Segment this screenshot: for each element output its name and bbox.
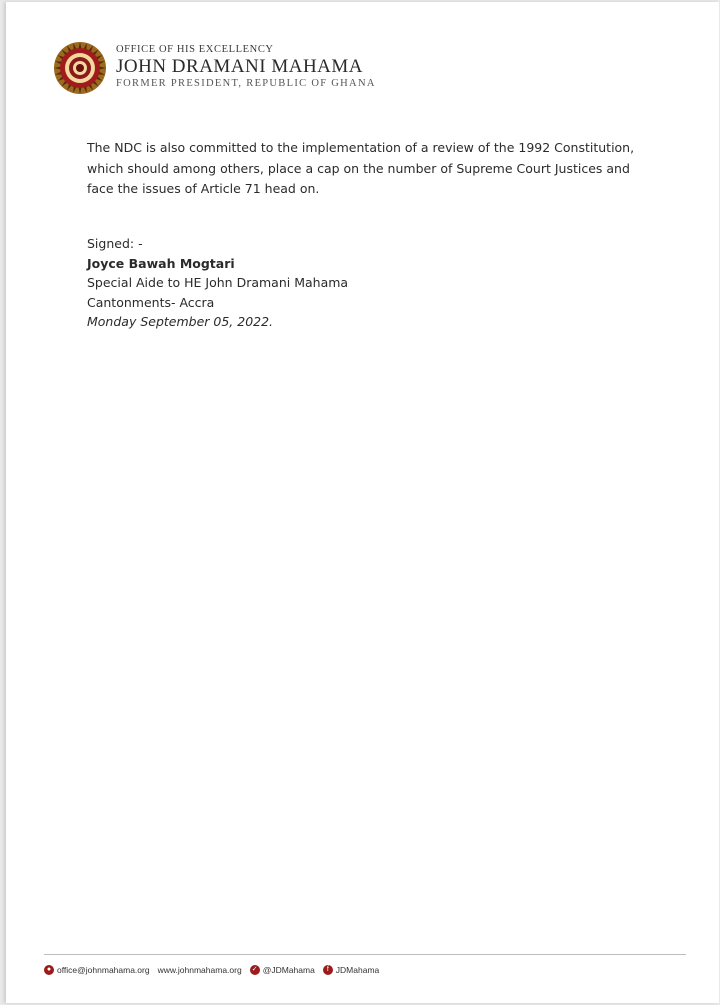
facebook-handle: JDMahama (335, 965, 380, 975)
footer-website[interactable] (158, 965, 242, 975)
signature-block (87, 234, 348, 332)
signer-location: Cantonments- Accra (87, 294, 215, 310)
signer-name: Joyce Bawah Mogtari (87, 255, 235, 271)
office-holder-name: JOHN DRAMANI MAHAMA (116, 56, 364, 77)
twitter-icon: ✓ (250, 965, 260, 975)
footer-contacts (44, 963, 387, 977)
document-page (6, 2, 719, 1003)
paragraph-line: which should among others, place a cap on the number of Supreme Court Justices and (87, 160, 630, 176)
signed-label: Signed: - (87, 236, 143, 251)
website-text: www.johnmahama.org (157, 965, 242, 975)
statement-paragraph (87, 138, 647, 200)
letterhead (52, 40, 412, 96)
signer-role: Special Aide to HE John Dramani Mahama (87, 275, 349, 290)
twitter-handle: @JDMahama (262, 965, 315, 975)
paragraph-line: face the issues of Article 71 head on. (87, 181, 320, 196)
statement-date: Monday September 05, 2022. (87, 314, 274, 329)
letterhead-text (116, 44, 376, 90)
sun-seal-icon (52, 40, 108, 96)
facebook-icon: f (323, 965, 333, 975)
footer-facebook[interactable] (323, 965, 379, 975)
footer-twitter[interactable] (250, 965, 315, 975)
footer-email[interactable] (44, 965, 150, 975)
office-holder-title: FORMER PRESIDENT, REPUBLIC OF GHANA (116, 78, 376, 89)
footer-divider (44, 954, 686, 955)
email-text: office@johnmahama.org (57, 965, 150, 975)
email-icon: ● (44, 965, 54, 975)
office-line: OFFICE OF HIS EXCELLENCY (116, 44, 274, 55)
paragraph-line: The NDC is also committed to the implementation of a review of the 1992 Constitution, (87, 140, 635, 155)
